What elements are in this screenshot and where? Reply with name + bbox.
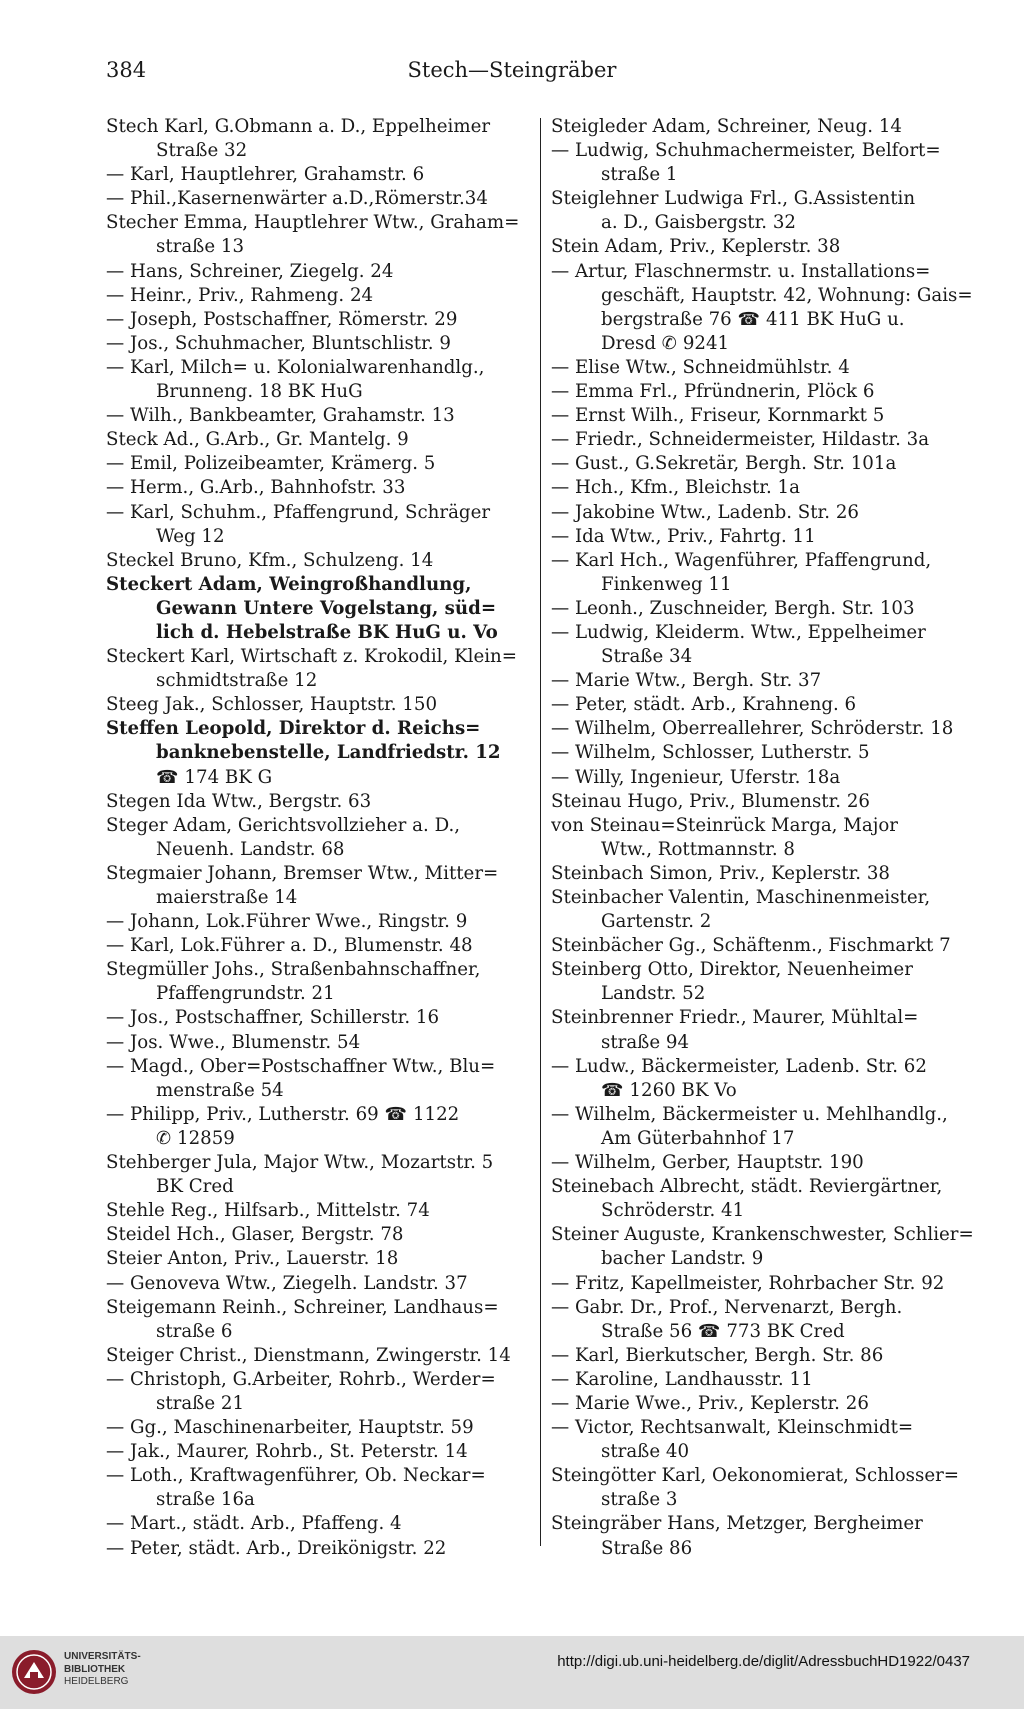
directory-entry-line: BK Cred <box>156 1176 234 1198</box>
directory-entry-line: geschäft, Hauptstr. 42, Wohnung: Gais= <box>601 284 973 306</box>
directory-entry-line: Steiner Auguste, Krankenschwester, Schlier= <box>551 1224 974 1246</box>
directory-entry-line: Gewann Untere Vogelstang, süd= <box>156 597 497 619</box>
directory-entry-line: — Christoph, G.Arbeiter, Rohrb., Werder= <box>106 1368 496 1390</box>
directory-entry-line: Steingräber Hans, Metzger, Bergheimer <box>551 1513 923 1535</box>
directory-entry-line: Steffen Leopold, Direktor d. Reichs= <box>106 718 481 740</box>
directory-entry-line: Stegmüller Johs., Straßenbahnschaffner, <box>106 959 481 981</box>
directory-entry-line: Neuenh. Landstr. 68 <box>156 838 345 860</box>
directory-entry-line: Wtw., Rottmannstr. 8 <box>601 838 796 860</box>
directory-entry-line: — Jos., Postschaffner, Schillerstr. 16 <box>106 1007 440 1029</box>
directory-entry-line: Brunneng. 18 BK HuG <box>156 381 363 403</box>
directory-entry-line: straße 21 <box>156 1392 245 1414</box>
directory-entry-line: Straße 56 ☎ 773 BK Cred <box>601 1320 845 1342</box>
directory-entry-line: Straße 86 <box>601 1537 693 1559</box>
directory-entry-line: Steinberg Otto, Direktor, Neuenheimer <box>551 959 913 981</box>
right-column <box>551 115 979 1561</box>
directory-entry-line: bergstraße 76 ☎ 411 BK HuG u. <box>601 308 905 330</box>
directory-entry-line: — Gust., G.Sekretär, Bergh. Str. 101a <box>551 453 897 475</box>
directory-entry-line: — Karl, Schuhm., Pfaffengrund, Schräger <box>106 501 491 523</box>
directory-entry-line: Stehle Reg., Hilfsarb., Mittelstr. 74 <box>106 1200 430 1222</box>
directory-entry-line: banknebenstelle, Landfriedstr. 12 <box>156 742 501 764</box>
directory-entry-line: — Gabr. Dr., Prof., Nervenarzt, Bergh. <box>551 1296 903 1318</box>
directory-entry-line: — Loth., Kraftwagenführer, Ob. Neckar= <box>106 1465 486 1487</box>
directory-entry-line: — Jak., Maurer, Rohrb., St. Peterstr. 14 <box>106 1441 468 1463</box>
directory-entry-line: Steinbach Simon, Priv., Keplerstr. 38 <box>551 862 891 884</box>
directory-entry-line: straße 1 <box>601 164 678 186</box>
directory-entry-line: Steeg Jak., Schlosser, Hauptstr. 150 <box>106 694 438 716</box>
directory-entry-line: Steinbacher Valentin, Maschinenmeister, <box>551 887 931 908</box>
directory-entry-line: — Wilhelm, Oberreallehrer, Schröderstr. 18 <box>551 718 954 740</box>
library-logo-text <box>64 1651 141 1689</box>
directory-entry-line: — Jakobine Wtw., Ladenb. Str. 26 <box>551 501 859 523</box>
directory-entry-line: Steck Ad., G.Arb., Gr. Mantelg. 9 <box>106 429 409 451</box>
directory-entry-line: Stech Karl, G.Obmann a. D., Eppelheimer <box>106 116 491 137</box>
directory-entry-line: — Willy, Ingenieur, Uferstr. 18a <box>551 766 841 788</box>
directory-entry-line: — Jos. Wwe., Blumenstr. 54 <box>106 1031 361 1053</box>
directory-entry-line: Steier Anton, Priv., Lauerstr. 18 <box>106 1248 399 1270</box>
directory-entry-line: Steckert Adam, Weingroßhandlung, <box>106 573 472 595</box>
logo-line: UNIVERSITÄTS- <box>64 1651 141 1662</box>
directory-entry-line: straße 13 <box>156 236 245 258</box>
directory-entry-line: Am Güterbahnhof 17 <box>601 1127 795 1149</box>
directory-entry-line: Straße 32 <box>156 140 248 162</box>
directory-entry-line: — Karoline, Landhausstr. 11 <box>551 1368 813 1390</box>
directory-entry-line: — Karl, Milch= u. Kolonialwarenhandlg., <box>106 356 485 378</box>
directory-entry-line: bacher Landstr. 9 <box>601 1248 764 1270</box>
directory-entry-line: — Elise Wtw., Schneidmühlstr. 4 <box>551 356 850 378</box>
directory-entry-line: Steinau Hugo, Priv., Blumenstr. 26 <box>551 790 870 812</box>
directory-entry-line: — Victor, Rechtsanwalt, Kleinschmidt= <box>551 1417 914 1439</box>
directory-entry-line: — Jos., Schuhmacher, Bluntschlistr. 9 <box>106 332 451 354</box>
directory-entry-line: — Karl, Lok.Führer a. D., Blumenstr. 48 <box>106 935 473 957</box>
directory-entry-line: — Ludwig, Schuhmachermeister, Belfort= <box>551 140 941 162</box>
directory-entry-line: straße 6 <box>156 1320 233 1342</box>
directory-entry-line: Steigleder Adam, Schreiner, Neug. 14 <box>551 116 902 137</box>
directory-entry-line: menstraße 54 <box>156 1079 284 1101</box>
directory-entry-line: — Peter, städt. Arb., Krahneng. 6 <box>551 694 857 716</box>
directory-entry-line: — Hch., Kfm., Bleichstr. 1a <box>551 477 800 499</box>
directory-entry-line: — Herm., G.Arb., Bahnhofstr. 33 <box>106 477 406 499</box>
directory-entry-line: Steiglehner Ludwiga Frl., G.Assistentin <box>551 188 916 210</box>
directory-entry-line: — Karl Hch., Wagenführer, Pfaffengrund, <box>551 549 932 571</box>
directory-entry-line: Stegen Ida Wtw., Bergstr. 63 <box>106 790 372 812</box>
footer-bar <box>0 1636 1024 1709</box>
directory-entry-line: straße 40 <box>601 1441 690 1463</box>
directory-entry-line: — Phil.,Kasernenwärter a.D.,Römerstr.34 <box>106 188 488 210</box>
directory-entry-line: Steinebach Albrecht, städt. Reviergärtner, <box>551 1176 943 1198</box>
directory-entry-line: — Artur, Flaschnermstr. u. Installations= <box>551 260 931 282</box>
directory-entry-line: Pfaffengrundstr. 21 <box>156 983 335 1005</box>
directory-entry-line: — Magd., Ober=Postschaffner Wtw., Blu= <box>106 1055 496 1077</box>
directory-entry-line: — Karl, Hauptlehrer, Grahamstr. 6 <box>106 164 425 186</box>
directory-entry-line: — Marie Wwe., Priv., Keplerstr. 26 <box>551 1392 869 1414</box>
directory-entry-line: Gartenstr. 2 <box>601 911 712 933</box>
directory-entry-line: Steckel Bruno, Kfm., Schulzeng. 14 <box>106 549 434 571</box>
directory-entry-line: — Ludw., Bäckermeister, Ladenb. Str. 62 <box>551 1055 927 1077</box>
directory-entry-line: — Ernst Wilh., Friseur, Kornmarkt 5 <box>551 405 885 427</box>
directory-entry-line: Stein Adam, Priv., Keplerstr. 38 <box>551 236 841 258</box>
directory-entry-line: Straße 34 <box>601 646 693 668</box>
directory-entry-line: Weg 12 <box>156 525 225 547</box>
directory-entry-line: Steigemann Reinh., Schreiner, Landhaus= <box>106 1296 499 1318</box>
directory-entry-line: — Wilh., Bankbeamter, Grahamstr. 13 <box>106 405 455 427</box>
directory-entry-line: a. D., Gaisbergstr. 32 <box>601 212 796 234</box>
directory-entry-line: — Hans, Schreiner, Ziegelg. 24 <box>106 260 394 282</box>
directory-entry-line: Steckert Karl, Wirtschaft z. Krokodil, Klein= <box>106 646 518 668</box>
directory-entry-line: — Emil, Polizeibeamter, Krämerg. 5 <box>106 453 436 475</box>
directory-entry-line: — Gg., Maschinenarbeiter, Hauptstr. 59 <box>106 1417 474 1439</box>
source-url-link[interactable]: http://digi.ub.uni-heidelberg.de/diglit/AdressbuchHD1922/0437 <box>557 1653 970 1670</box>
directory-entry-line: — Heinr., Priv., Rahmeng. 24 <box>106 284 374 306</box>
directory-entry-line: Steinbächer Gg., Schäftenm., Fischmarkt 7 <box>551 935 951 957</box>
directory-entry-line: — Marie Wtw., Bergh. Str. 37 <box>551 670 822 692</box>
directory-entry-line: lich d. Hebelstraße BK HuG u. Vo <box>156 621 498 643</box>
directory-entry-line: Finkenweg 11 <box>601 573 732 595</box>
directory-entry-line: schmidtstraße 12 <box>156 670 318 692</box>
directory-entry-line: ☎ 174 BK G <box>156 766 273 788</box>
running-head: Stech—Steingräber <box>407 58 617 82</box>
directory-entry-line: ✆ 12859 <box>156 1127 235 1149</box>
directory-entry-line: Stegmaier Johann, Bremser Wtw., Mitter= <box>106 862 499 884</box>
directory-entry-line: — Peter, städt. Arb., Dreikönigstr. 22 <box>106 1537 447 1559</box>
left-column <box>106 115 532 1561</box>
directory-entry-line: — Mart., städt. Arb., Pfaffeng. 4 <box>106 1513 402 1535</box>
directory-entry-line: Steidel Hch., Glaser, Bergstr. 78 <box>106 1224 404 1246</box>
page-header <box>0 58 1024 88</box>
directory-entry-line: — Johann, Lok.Führer Wwe., Ringstr. 9 <box>106 911 468 933</box>
logo-line: HEIDELBERG <box>64 1676 129 1687</box>
directory-entry-line: — Leonh., Zuschneider, Bergh. Str. 103 <box>551 597 915 619</box>
directory-entry-line: Stehberger Jula, Major Wtw., Mozartstr. 5 <box>106 1152 494 1174</box>
directory-entry-line: straße 3 <box>601 1489 678 1511</box>
directory-entry-line: — Emma Frl., Pfründnerin, Plöck 6 <box>551 381 875 403</box>
directory-entry-line: — Friedr., Schneidermeister, Hildastr. 3a <box>551 429 930 451</box>
directory-entry-line: Landstr. 52 <box>601 983 706 1005</box>
page-number: 384 <box>106 58 147 82</box>
directory-entry-line: — Ida Wtw., Priv., Fahrtg. 11 <box>551 525 816 547</box>
directory-entry-line: — Fritz, Kapellmeister, Rohrbacher Str. 92 <box>551 1272 945 1294</box>
directory-entry-line: — Ludwig, Kleiderm. Wtw., Eppelheimer <box>551 621 926 643</box>
directory-entry-line: straße 94 <box>601 1031 690 1053</box>
directory-entry-line: Dresd ✆ 9241 <box>601 332 730 354</box>
directory-entry-line: Steinbrenner Friedr., Maurer, Mühltal= <box>551 1007 919 1029</box>
directory-entry-line: maierstraße 14 <box>156 887 298 908</box>
directory-entry-line: von Steinau=Steinrück Marga, Major <box>551 814 898 836</box>
directory-entry-line: — Wilhelm, Bäckermeister u. Mehlhandlg., <box>551 1103 948 1125</box>
directory-entry-line: — Joseph, Postschaffner, Römerstr. 29 <box>106 308 458 330</box>
directory-entry-line: Stecher Emma, Hauptlehrer Wtw., Graham= <box>106 212 520 234</box>
directory-entry-line: ☎ 1260 BK Vo <box>601 1079 737 1101</box>
directory-entry-line: Steger Adam, Gerichtsvollzieher a. D., <box>106 814 461 836</box>
directory-entry-line: — Genoveva Wtw., Ziegelh. Landstr. 37 <box>106 1272 468 1294</box>
logo-line: BIBLIOTHEK <box>64 1663 126 1675</box>
directory-entry-line: straße 16a <box>156 1489 255 1511</box>
directory-entry-line: — Wilhelm, Gerber, Hauptstr. 190 <box>551 1152 864 1174</box>
directory-entry-line: — Karl, Bierkutscher, Bergh. Str. 86 <box>551 1344 884 1366</box>
directory-entry-line: — Wilhelm, Schlosser, Lutherstr. 5 <box>551 742 870 764</box>
directory-entry-line: Schröderstr. 41 <box>601 1200 745 1222</box>
directory-entry-line: — Philipp, Priv., Lutherstr. 69 ☎ 1122 <box>106 1103 460 1125</box>
directory-entry-line: Steingötter Karl, Oekonomierat, Schlosser= <box>551 1465 960 1487</box>
university-seal-icon <box>10 1648 58 1696</box>
directory-entry-line: Steiger Christ., Dienstmann, Zwingerstr. 14 <box>106 1344 511 1366</box>
column-divider <box>540 118 541 1546</box>
